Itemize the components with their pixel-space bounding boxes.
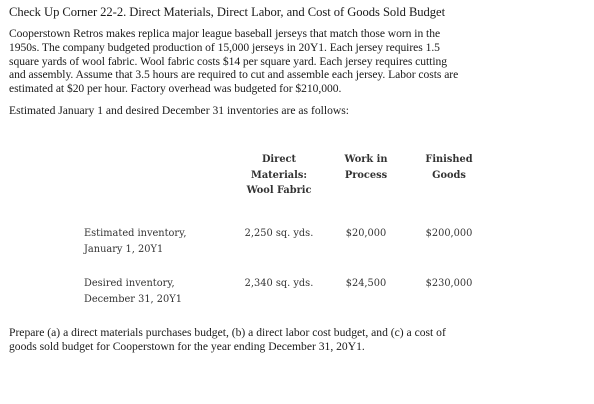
- row-label-line: Estimated inventory,: [84, 228, 187, 239]
- exercise-title: Check Up Corner 22-2. Direct Materials, Direct Labor, and Cost of Goods Sold Budget: [9, 5, 446, 19]
- table-cell-work-in-process: $24,500: [345, 278, 387, 289]
- description-line: square yards of wool fabric. Wool fabric costs $14 per square yard. Each jersey requires cutting: [9, 54, 448, 68]
- table-cell-materials: 2,340 sq. yds.: [244, 278, 314, 289]
- description-line: Cooperstown Retros makes replica major league baseball jerseys that match those worn in the: [9, 27, 441, 40]
- header-line: Finished: [425, 154, 473, 165]
- row-label-line: Desired inventory,: [84, 278, 175, 289]
- header-line: Work in: [344, 154, 388, 165]
- table-cell-materials: 2,250 sq. yds.: [244, 228, 314, 239]
- column-header-work-in-process: [332, 152, 400, 183]
- instruction-line: goods sold budget for Cooperstown for the year ending December 31, 20Y1.: [9, 340, 365, 354]
- inventory-intro: Estimated January 1 and desired December 31 inventories are as follows:: [9, 103, 349, 117]
- row-label-line: January 1, 20Y1: [84, 244, 164, 255]
- column-header-finished-goods: [408, 152, 490, 183]
- table-cell-finished-goods: $200,000: [425, 228, 473, 239]
- description-line: estimated at $20 per hour. Factory overhead was budgeted for $210,000.: [9, 82, 342, 96]
- header-line: Goods: [432, 169, 466, 181]
- instruction-line: Prepare (a) a direct materials purchases budget, (b) a direct labor cost budget, and (c) a cost of: [9, 326, 446, 339]
- header-line: Process: [344, 169, 388, 181]
- description-line: 1950s. The company budgeted production of 15,000 jerseys in 20Y1. Each jersey requires 1.5: [9, 40, 440, 54]
- header-line: Materials:: [250, 169, 308, 181]
- table-cell-finished-goods: $230,000: [425, 278, 473, 289]
- header-line: Wool Fabric: [246, 185, 312, 196]
- problem-description: [9, 27, 586, 96]
- row-label-estimated-inventory: [84, 226, 186, 258]
- instructions: [9, 326, 585, 354]
- table-cell-work-in-process: $20,000: [345, 228, 387, 239]
- header-line: Direct: [261, 154, 297, 165]
- row-label-desired-inventory: [84, 276, 182, 308]
- row-label-line: December 31, 20Y1: [84, 294, 182, 305]
- column-header-direct-materials: [238, 152, 320, 199]
- description-line: and assembly. Assume that 3.5 hours are required to cut and assemble each jersey. Labor costs are: [9, 68, 459, 82]
- inventory-table: [78, 138, 500, 320]
